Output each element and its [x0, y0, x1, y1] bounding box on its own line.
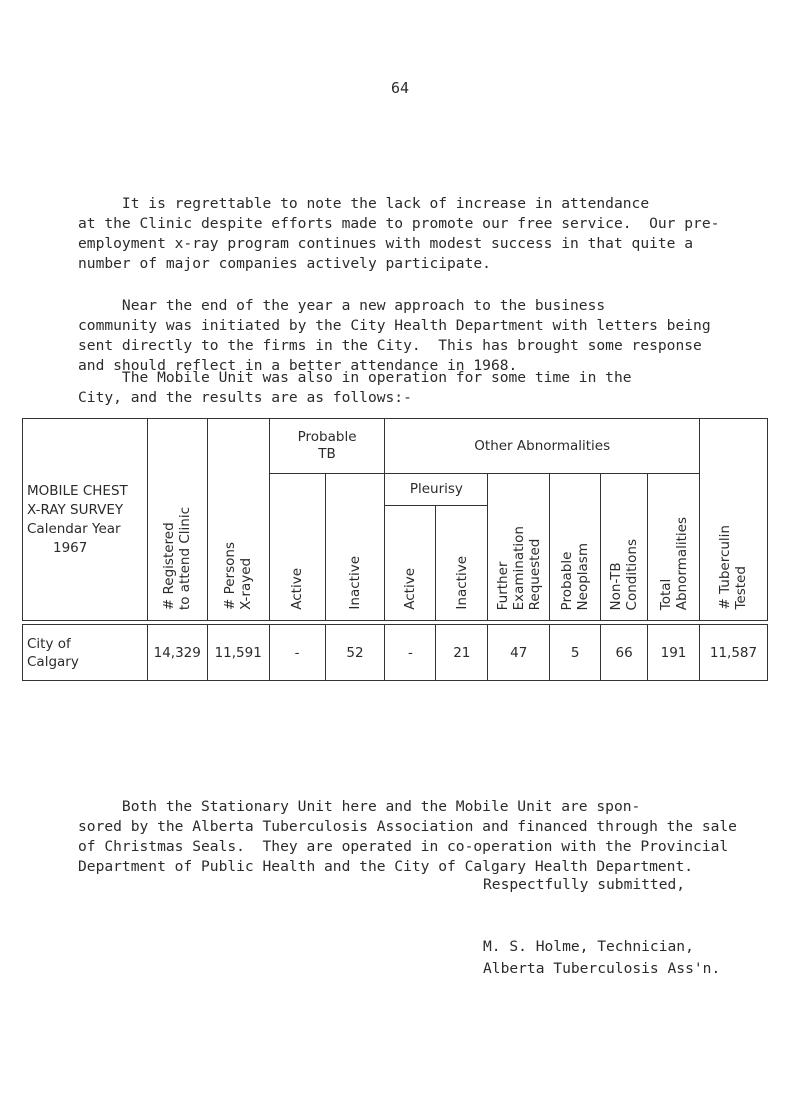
paragraph-mobile-unit: The Mobile Unit was also in operation for some time in the City, and the results are as follows:- [78, 369, 632, 406]
header-pl-inactive [436, 506, 488, 621]
cell-neoplasm: 5 [550, 625, 601, 681]
header-registered-text: # Registered to attend Clinic [161, 506, 194, 610]
signature-block: M. S. Holme, Technician, Alberta Tuberculosis Ass'n. [483, 938, 721, 977]
title-line: Calendar Year [27, 520, 121, 537]
mobile-xray-survey-table [22, 418, 768, 681]
header-pl-active-text: Active [402, 568, 419, 610]
header-registered [147, 419, 207, 621]
paragraph-attendance: It is regrettable to note the lack of increase in attendance at the Clinic despite efforts made to promote our free service. Our pre- employment x-ray program continues with modest success in that quite a number of major companies actively participate. [78, 195, 720, 272]
header-neoplasm-text: Probable Neoplasm [559, 542, 592, 610]
table-title-cell [23, 419, 148, 621]
header-tb-inactive [325, 474, 385, 621]
cell-xrayed: 11,591 [207, 625, 269, 681]
page-number: 64 [390, 79, 410, 97]
cell-total: 191 [648, 625, 700, 681]
header-non-tb-text: Non-TB Conditions [608, 538, 641, 610]
header-other-abnormalities: Other Abnormalities [385, 419, 700, 474]
header-tb-active-text: Active [289, 568, 306, 610]
title-line: 1967 [53, 539, 88, 556]
header-further-exam-text: Further Examination Requested [494, 525, 543, 610]
paragraph-sponsorship: Both the Stationary Unit here and the Mobile Unit are spon- sored by the Alberta Tuberculosis Association and financed through the sale of Christmas Seals. They are operated in co-operation with the Provincial Department of Public Health and the City of Calgary Health Department. [78, 798, 737, 875]
header-total-text: Total Abnormalities [657, 516, 690, 610]
header-xrayed-text: # Persons X-rayed [222, 541, 255, 610]
header-pleurisy: Pleurisy [385, 474, 488, 506]
cell-tuberculin: 11,587 [699, 625, 767, 681]
cell-tb-active: - [269, 625, 325, 681]
row-label-city: City of Calgary [23, 625, 148, 681]
header-pl-active [385, 506, 436, 621]
header-pl-inactive-text: Inactive [453, 556, 470, 610]
cell-further: 47 [488, 625, 550, 681]
header-tuberculin-text: # Tuberculin Tested [717, 525, 750, 610]
table-row [23, 625, 768, 681]
cell-nontb: 66 [601, 625, 648, 681]
header-total [648, 474, 700, 621]
header-further-exam [488, 474, 550, 621]
header-tuberculin [699, 419, 767, 621]
header-neoplasm [550, 474, 601, 621]
cell-pl-active: - [385, 625, 436, 681]
header-non-tb [601, 474, 648, 621]
title-line: X-RAY SURVEY [27, 501, 124, 518]
paragraph-business-approach: Near the end of the year a new approach to the business community was initiated by the City Health Department with letters being sent directly to the firms in the City. This has brought some response and should reflect in a better attendance in 1968. [78, 297, 711, 374]
header-probable-tb: Probable TB [269, 419, 385, 474]
cell-pl-inactive: 21 [436, 625, 488, 681]
header-tb-inactive-text: Inactive [347, 556, 363, 610]
cell-registered: 14,329 [147, 625, 207, 681]
header-xrayed [207, 419, 269, 621]
header-tb-active [269, 474, 325, 621]
cell-tb-inactive: 52 [325, 625, 385, 681]
title-line: MOBILE CHEST [27, 482, 128, 499]
closing-line: Respectfully submitted, [483, 876, 686, 893]
